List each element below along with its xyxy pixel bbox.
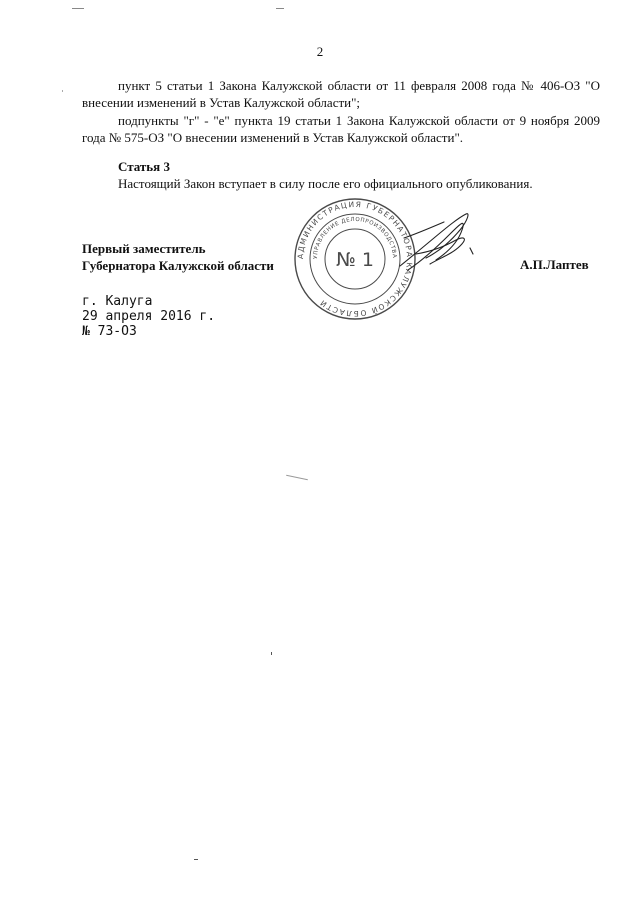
seal-inner-text: УПРАВЛЕНИЕ ДЕЛОПРОИЗВОДСТВА xyxy=(312,216,398,260)
paragraph-subitems-g-e: подпункты "г" - "е" пункта 19 статьи 1 Закона Калужской области от 9 ноября 2009 года № 575-ОЗ "О внесении изменений в Устав Калужской области". xyxy=(82,113,600,145)
signer-title-line-2: Губернатора Калужской области xyxy=(82,258,274,273)
seal-number: № 1 xyxy=(336,249,374,271)
scan-speck xyxy=(286,475,308,481)
signer-title xyxy=(82,240,274,274)
signer-title-line-1: Первый заместитель xyxy=(82,241,206,256)
scan-speck xyxy=(62,90,63,92)
document-footer xyxy=(82,294,215,339)
paragraph-item-5: пункт 5 статьи 1 Закона Калужской области от 11 февраля 2008 года № 406-ОЗ "О внесении изменений в Устав Калужской области"; xyxy=(82,78,600,110)
top-edge-mark-left xyxy=(72,8,84,9)
footer-city: г. Калуга xyxy=(82,294,153,309)
seal-ring-text: АДМИНИСТРАЦИЯ ГУБЕРНАТОРА КАЛУЖСКОЙ ОБЛАСТИ xyxy=(295,199,415,319)
scan-speck xyxy=(194,859,198,860)
page-number: 2 xyxy=(316,44,324,59)
footer-law-number: № 73-ОЗ xyxy=(82,324,137,339)
article-text: Настоящий Закон вступает в силу после его официального опубликования. xyxy=(118,176,533,191)
top-edge-mark-right xyxy=(276,8,284,9)
signer-name: А.П.Лаптев xyxy=(520,257,589,272)
handwritten-signature xyxy=(396,208,476,282)
article-heading: Статья 3 xyxy=(118,159,170,174)
scan-speck xyxy=(271,652,272,655)
footer-date: 29 апреля 2016 г. xyxy=(82,309,216,324)
